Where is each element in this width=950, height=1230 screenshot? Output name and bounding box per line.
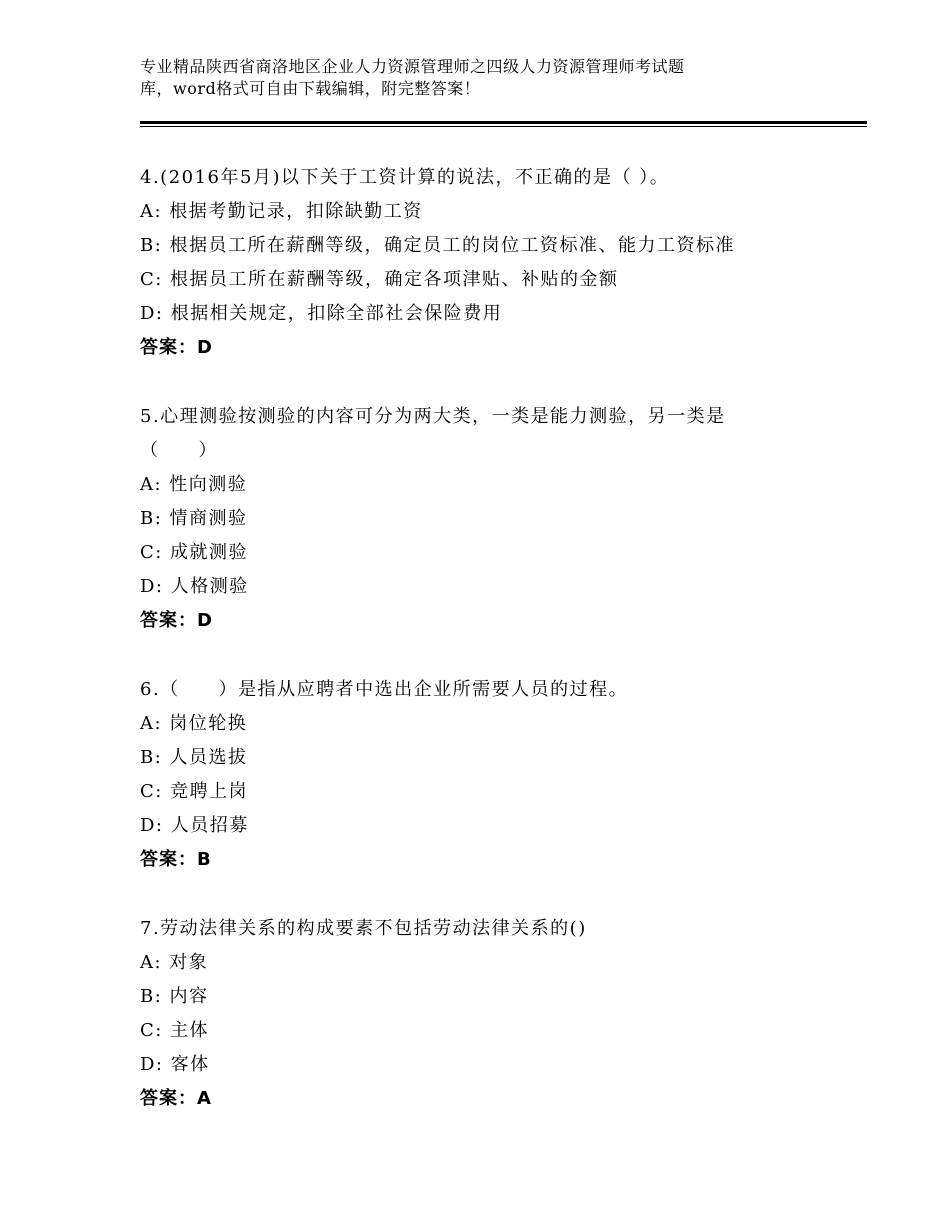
- option-c: C: 竞聘上岗: [140, 781, 249, 802]
- header-title-line-1: 专业精品陕西省商洛地区企业人力资源管理师之四级人力资源管理师考试题: [140, 57, 685, 76]
- answer-label: 答案：D: [140, 610, 213, 631]
- option-a: A: 性向测验: [140, 474, 248, 495]
- option-c: C: 根据员工所在薪酬等级，确定各项津贴、补贴的金额: [140, 269, 619, 290]
- question-5: [140, 400, 820, 638]
- option-c: C: 成就测验: [140, 542, 249, 563]
- question-stem: 6.（ ）是指从应聘者中选出企业所需要人员的过程。: [140, 679, 629, 700]
- option-d: D: 客体: [140, 1054, 210, 1075]
- document-header: [140, 56, 840, 100]
- question-7: [140, 912, 820, 1116]
- header-divider-thick: [140, 121, 867, 124]
- header-divider-thin: [140, 126, 867, 127]
- option-a: A: 岗位轮换: [140, 713, 248, 734]
- answer-label: 答案：D: [140, 337, 213, 358]
- question-stem: 7.劳动法律关系的构成要素不包括劳动法律关系的(): [140, 918, 587, 939]
- option-d: D: 人格测验: [140, 576, 249, 597]
- option-c: C: 主体: [140, 1020, 210, 1041]
- option-a: A: 根据考勤记录，扣除缺勤工资: [140, 201, 423, 222]
- option-b: B: 人员选拔: [140, 747, 248, 768]
- header-title-line-2: 库，word格式可自由下载编辑，附完整答案！: [140, 79, 481, 98]
- option-b: B: 情商测验: [140, 508, 248, 529]
- question-stem: 5.心理测验按测验的内容可分为两大类，一类是能力测验，另一类是: [140, 406, 726, 427]
- option-d: D: 根据相关规定，扣除全部社会保险费用: [140, 303, 503, 324]
- option-a: A: 对象: [140, 952, 209, 973]
- question-stem: 4.(2016年5月)以下关于工资计算的说法，不正确的是（ ）。: [140, 167, 670, 188]
- option-b: B: 内容: [140, 986, 209, 1007]
- question-stem-continued: （ ）: [140, 440, 218, 461]
- answer-label: 答案：A: [140, 1088, 212, 1109]
- question-6: [140, 673, 820, 877]
- option-d: D: 人员招募: [140, 815, 249, 836]
- option-b: B: 根据员工所在薪酬等级，确定员工的岗位工资标准、能力工资标准: [140, 235, 736, 256]
- question-4: [140, 161, 820, 365]
- answer-label: 答案：B: [140, 849, 212, 870]
